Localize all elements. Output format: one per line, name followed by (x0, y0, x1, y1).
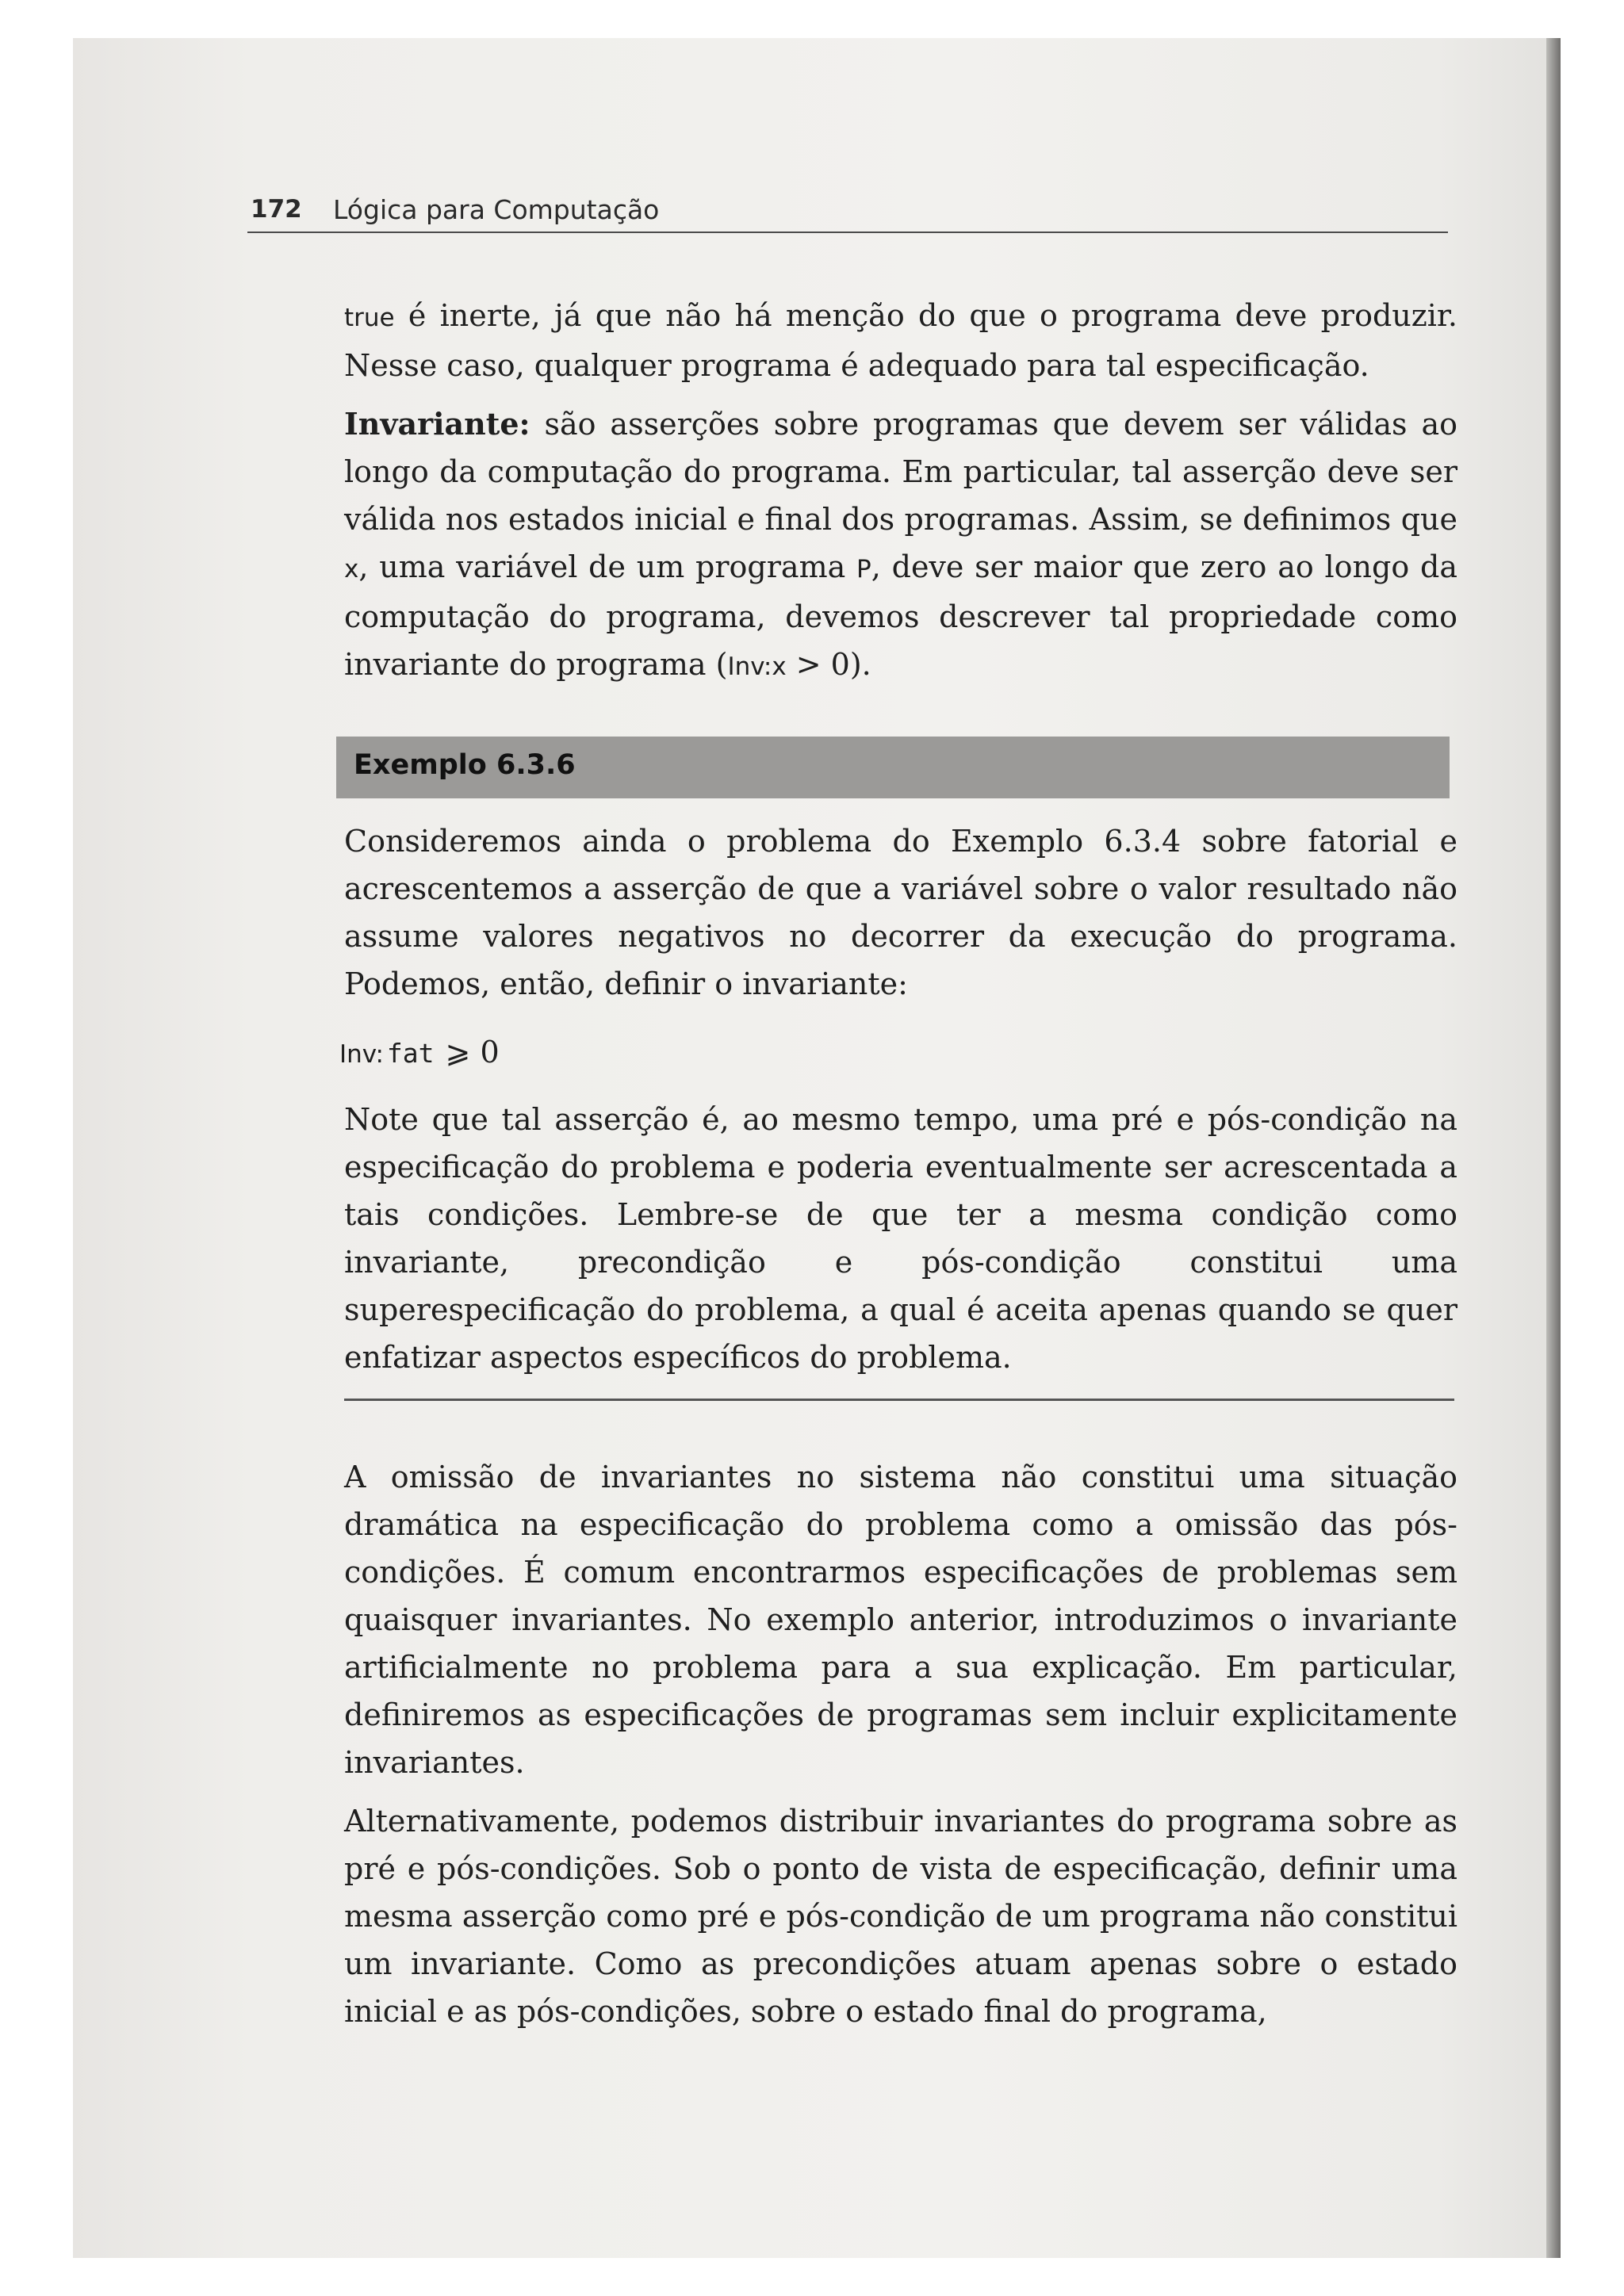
invariant-formula (339, 1028, 1457, 1078)
example-heading-box (336, 737, 1450, 798)
paragraph-note: Note que tal asserção é, ao mesmo tempo, uma pré e pós-condição na especificação do problema e poderia eventualmente ser acrescentada a tais condições. Lembre-se de que ter a mesma condição como invariante, precondição e pós-condição constitui uma superespecificação do problema, a qual é aceita apenas quando se quer enfatizar aspectos específicos do problema. (344, 1102, 1457, 1375)
formula-label: Inv: (339, 1040, 384, 1069)
running-title: Lógica para Computação (333, 194, 660, 225)
paragraph-text-b: , uma variável de um programa (358, 549, 857, 584)
code-p: P (856, 555, 871, 584)
code-true: true (344, 304, 395, 332)
paragraph-alternatively: Alternativamente, podemos distribuir invariantes do programa sobre as pré e pós-condições. Sob o ponto de vista de especificação, definir uma mesma asserção como pré e pós-condição de um programa não constitui um invariante. Como as precondições atuam apenas sobre o estado inicial e as pós-condições, sobre o estado final do programa, (344, 1804, 1457, 2029)
paragraph-text-a: são asserções sobre programas que devem ser válidas ao longo da computação do programa. Em particular, tal asserção deve ser válida nos estados inicial e final dos programas. Assim, se definimos que (344, 407, 1457, 537)
running-header (247, 190, 1448, 233)
paragraph-text: é inerte, já que não há menção do que o programa deve produzir. Nesse caso, qualquer programa é adequado para tal especificação. (344, 298, 1457, 383)
paragraph-text-c: , deve ser maior que zero ao longo da computação do programa, devemos descrever tal propriedade como invariante do programa ( (344, 549, 1457, 682)
book-spine-shadow (1546, 38, 1561, 2258)
paragraph-true-inert (344, 292, 1457, 389)
page-content (247, 190, 1457, 2035)
code-x: x (344, 555, 359, 584)
formula-value: 0 (480, 1035, 500, 1070)
paragraph-omission: A omissão de invariantes no sistema não constitui uma situação dramática na especificação do problema como a omissão das pós-condições. É comum encontrarmos especificações de problemas sem quaisquer invariantes. No exemplo anterior, introduzimos o invariante artificialmente no problema para a sua explicação. Em particular, definiremos as especificações de programas sem incluir explicitamente invariantes. (344, 1460, 1457, 1780)
section-divider (344, 1399, 1454, 1401)
formula-operator: ⩾ (445, 1035, 471, 1070)
example-title: Exemplo 6.3.6 (354, 749, 576, 781)
paragraph-invariant-definition (344, 400, 1457, 691)
page-number: 172 (251, 195, 302, 224)
page-body (339, 292, 1457, 2035)
code-inv-x: Inv:x (727, 652, 787, 681)
paragraph-example-intro: Consideremos ainda o problema do Exemplo 6.3.4 sobre fatorial e acrescentemos a asserção de que a variável sobre o valor resultado não assume valores negativos no decorrer da execução do programa. Podemos, então, definir o invariante: (344, 824, 1457, 1001)
term-invariante: Invariante: (344, 406, 530, 442)
paragraph-text-d: > 0). (786, 647, 871, 682)
formula-variable: fat (386, 1038, 435, 1069)
